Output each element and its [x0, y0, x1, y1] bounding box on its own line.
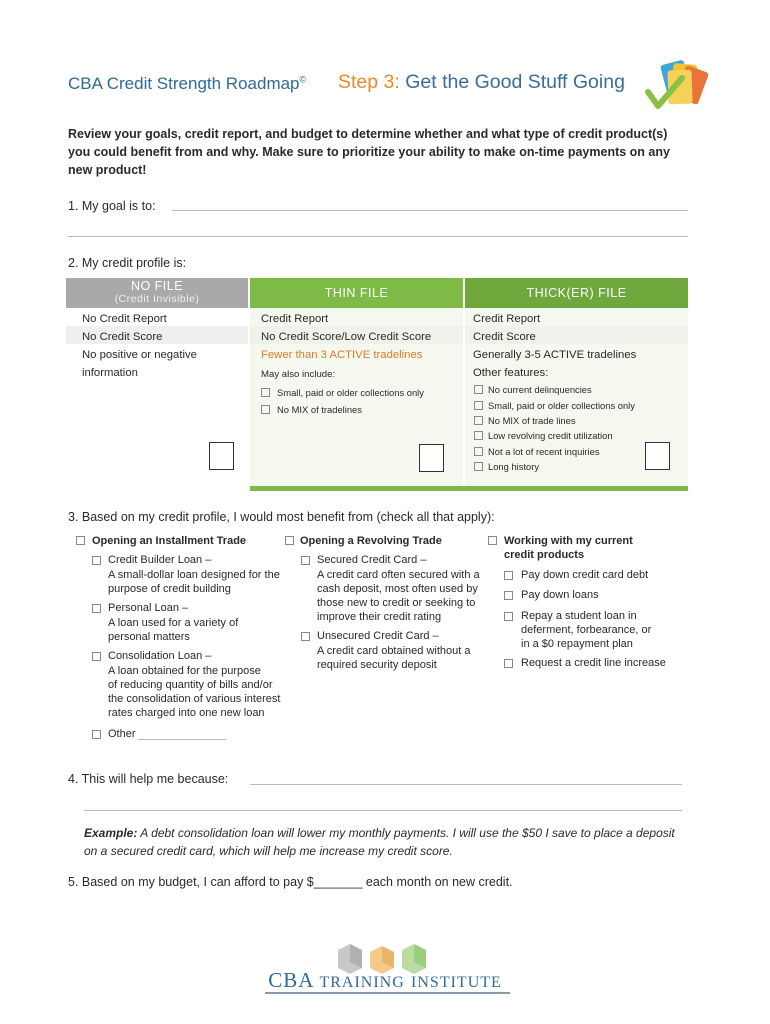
student-loan-option: Repay a student loan in — [521, 610, 637, 622]
thin-file-row: No Credit Score/Low Credit Score — [261, 331, 432, 343]
checkbox-icon[interactable] — [474, 462, 483, 471]
thick-file-row: Generally 3-5 ACTIVE tradelines — [473, 349, 637, 361]
thin-file-header: THIN FILE — [250, 278, 463, 308]
credit-builder-desc: purpose of credit building — [108, 583, 231, 595]
personal-loan-desc: personal matters — [108, 631, 190, 643]
no-file-header: NO FILE (Credit Invisible) — [66, 278, 248, 308]
unsecured-card-desc: required security deposit — [317, 659, 437, 671]
checkbox-icon[interactable] — [92, 730, 101, 739]
thick-file-feature: Low revolving credit utilization — [488, 430, 613, 441]
consolidation-loan-option: Consolidation Loan – — [108, 650, 212, 662]
consolidation-desc: rates charged into one new loan — [108, 707, 265, 719]
student-loan-option-line: deferment, forbearance, or — [521, 624, 652, 636]
student-loan-option-line: in a $0 repayment plan — [521, 638, 633, 650]
thick-file-feature: Long history — [488, 461, 540, 472]
checkbox-icon[interactable] — [504, 571, 513, 580]
thick-file-feature: Small, paid or older collections only — [488, 400, 635, 411]
no-file-row: No Credit Score — [82, 331, 163, 343]
thick-file-features-label: Other features: — [473, 367, 549, 379]
institute-name: CBA TRAINING INSTITUTE — [268, 968, 502, 992]
checkbox-icon[interactable] — [76, 536, 85, 545]
checkbox-icon[interactable] — [474, 401, 483, 410]
secured-card-desc: cash deposit, most often used by — [317, 583, 478, 595]
personal-loan-option: Personal Loan – — [108, 602, 189, 614]
thick-file-row: Credit Score — [473, 331, 536, 343]
secured-card-desc: improve their credit rating — [317, 611, 442, 623]
pay-loans-option: Pay down loans — [521, 589, 599, 601]
revolving-heading: Opening a Revolving Trade — [300, 535, 442, 547]
checkbox-icon[interactable] — [301, 556, 310, 565]
checkbox-icon[interactable] — [92, 556, 101, 565]
personal-loan-desc: A loan used for a variety of — [108, 617, 239, 629]
thick-file-feature: No current delinquencies — [488, 384, 592, 395]
credit-builder-desc: A small-dollar loan designed for the — [108, 569, 280, 581]
checkbox-icon[interactable] — [261, 405, 270, 414]
thin-file-also-label: May also include: — [261, 369, 336, 380]
installment-heading: Opening an Installment Trade — [92, 535, 247, 547]
credit-profile-table — [66, 278, 688, 490]
checkbox-icon[interactable] — [92, 604, 101, 613]
checkbox-icon[interactable] — [261, 388, 270, 397]
table-bottom-rule — [250, 486, 688, 491]
other-option: Other — [108, 728, 136, 740]
checkbox-icon[interactable] — [474, 416, 483, 425]
thick-file-feature: No MIX of trade lines — [488, 415, 576, 426]
credit-builder-option: Credit Builder Loan – — [108, 554, 212, 566]
checkbox-icon[interactable] — [504, 612, 513, 621]
thick-file-checkbox[interactable] — [645, 442, 670, 470]
footer-rule — [265, 992, 510, 994]
checkbox-icon[interactable] — [474, 385, 483, 394]
current-products-heading: Working with my current — [504, 535, 633, 547]
no-file-row: No positive or negative — [82, 349, 197, 361]
goal-input-line-1[interactable] — [172, 210, 688, 211]
unsecured-card-option: Unsecured Credit Card – — [317, 630, 439, 642]
secured-card-desc: A credit card often secured with a — [317, 569, 480, 581]
page-header — [68, 68, 708, 118]
no-file-row: information — [82, 367, 138, 379]
credit-cards-check-icon — [642, 56, 712, 116]
afford-label[interactable]: 5. Based on my budget, I can afford to pay $_______ each month on new credit. — [68, 875, 513, 889]
secured-card-option: Secured Credit Card – — [317, 554, 427, 566]
checkbox-icon[interactable] — [488, 536, 497, 545]
goal-input-line-2[interactable] — [68, 236, 688, 237]
consolidation-desc: of reducing quantity of bills and/or — [108, 679, 273, 691]
thin-file-row: Fewer than 3 ACTIVE tradelines — [261, 349, 423, 361]
thin-file-checkbox[interactable] — [419, 444, 444, 472]
other-input-line[interactable] — [138, 739, 226, 740]
pay-cards-option: Pay down credit card debt — [521, 569, 649, 581]
thick-file-header: THICK(ER) FILE — [465, 278, 688, 308]
checkbox-icon[interactable] — [285, 536, 294, 545]
current-products-heading: credit products — [504, 549, 585, 561]
step-title: Step 3: Get the Good Stuff Going — [338, 71, 625, 93]
credit-increase-option: Request a credit line increase — [521, 657, 666, 669]
checkbox-icon[interactable] — [474, 447, 483, 456]
no-file-column — [66, 278, 248, 490]
thick-file-column — [465, 278, 688, 490]
benefit-label: 3. Based on my credit profile, I would most benefit from (check all that apply): — [68, 510, 495, 524]
example-note: Example: A debt consolidation loan will lower my monthly payments. I will use the $50 I save to place a deposit on a secured credit card, which will help me increase my credit score. — [84, 826, 675, 858]
unsecured-card-desc: A credit card obtained without a — [317, 645, 471, 657]
checkbox-icon[interactable] — [504, 591, 513, 600]
help-input-line-1[interactable] — [250, 784, 682, 785]
credit-profile-label: 2. My credit profile is: — [68, 256, 187, 270]
consolidation-desc: A loan obtained for the purpose — [108, 665, 261, 677]
checkbox-icon[interactable] — [92, 652, 101, 661]
checkbox-icon[interactable] — [301, 632, 310, 641]
goal-label: 1. My goal is to: — [68, 199, 156, 213]
thick-file-feature: Not a lot of recent inquiries — [488, 446, 600, 457]
secured-card-desc: those new to credit or seeking to — [317, 597, 476, 609]
thin-file-column — [250, 278, 463, 490]
help-because-label: 4. This will help me because: — [68, 772, 229, 786]
thin-file-row: Credit Report — [261, 313, 329, 325]
no-file-checkbox[interactable] — [209, 442, 234, 470]
consolidation-desc: the consolidation of various interest — [108, 693, 281, 705]
no-file-row: No Credit Report — [82, 313, 167, 325]
thin-file-also-item: No MIX of tradelines — [277, 404, 362, 415]
checkbox-icon[interactable] — [504, 659, 513, 668]
help-input-line-2[interactable] — [84, 810, 682, 811]
checkbox-icon[interactable] — [474, 431, 483, 440]
thick-file-row: Credit Report — [473, 313, 541, 325]
roadmap-title: CBA Credit Strength Roadmap© — [68, 74, 307, 93]
intro-paragraph: Review your goals, credit report, and budget to determine whether and what type of credit product(s) you could benefit from and why. Make sure to prioritize your ability to make on-time payments on any new product! — [68, 127, 670, 177]
thin-file-also-item: Small, paid or older collections only — [277, 387, 424, 398]
